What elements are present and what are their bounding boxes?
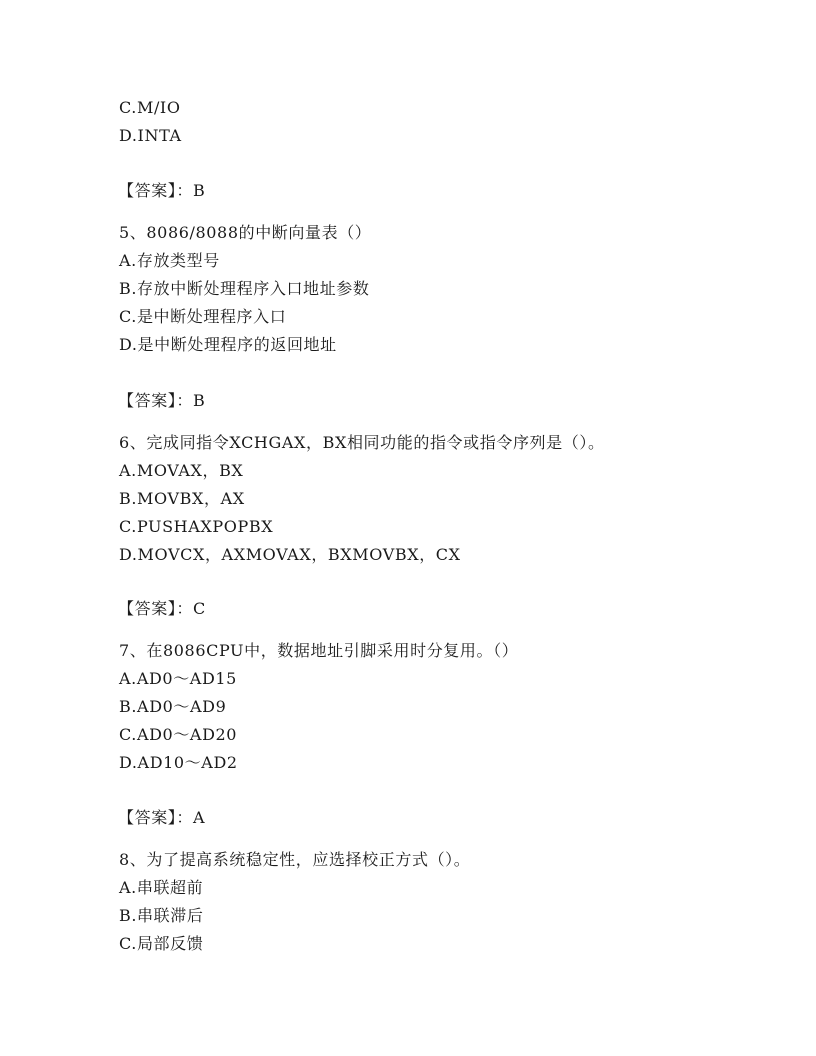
question-5-stem: 5、8086/8088的中断向量表（） (119, 223, 372, 242)
question-7-option-b: B.AD0～AD9 (119, 697, 227, 716)
question-5-option-d: D.是中断处理程序的返回地址 (119, 335, 337, 354)
question-7-option-c: C.AD0～AD20 (119, 725, 238, 744)
question-8-option-a: A.串联超前 (119, 878, 204, 897)
option-c: C.M/IO (119, 98, 181, 117)
question-7-answer-label: 【答案】：C (118, 599, 206, 618)
question-6-option-d: D.MOVCX，AXMOVAX，BXMOVBX，CX (119, 545, 461, 564)
question-5-option-c: C.是中断处理程序入口 (119, 307, 287, 326)
question-7-stem: 7、在8086CPU中，数据地址引脚采用时分复用。（） (119, 641, 519, 660)
option-d: D.INTA (119, 126, 182, 145)
question-6-stem: 6、完成同指令XCHGAX，BX相同功能的指令或指令序列是（）。 (119, 433, 605, 452)
question-8-answer-label: 【答案】：A (118, 808, 206, 827)
answer-line: 【答案】：B (118, 181, 206, 200)
question-8-option-b: B.串联滞后 (119, 906, 204, 925)
question-6-option-c: C.PUSHAXPOPBX (119, 517, 274, 536)
question-7-option-d: D.AD10～AD2 (119, 753, 238, 772)
question-8-stem: 8、为了提高系统稳定性，应选择校正方式（）。 (119, 850, 471, 869)
question-8-option-c: C.局部反馈 (119, 934, 204, 953)
question-5-option-a: A.存放类型号 (119, 251, 220, 270)
question-6-option-b: B.MOVBX，AX (119, 489, 245, 508)
question-7-option-a: A.AD0～AD15 (119, 669, 237, 688)
question-6-option-a: A.MOVAX，BX (119, 461, 244, 480)
question-5-option-b: B.存放中断处理程序入口地址参数 (119, 279, 370, 298)
question-6-answer-label: 【答案】：B (118, 391, 206, 410)
